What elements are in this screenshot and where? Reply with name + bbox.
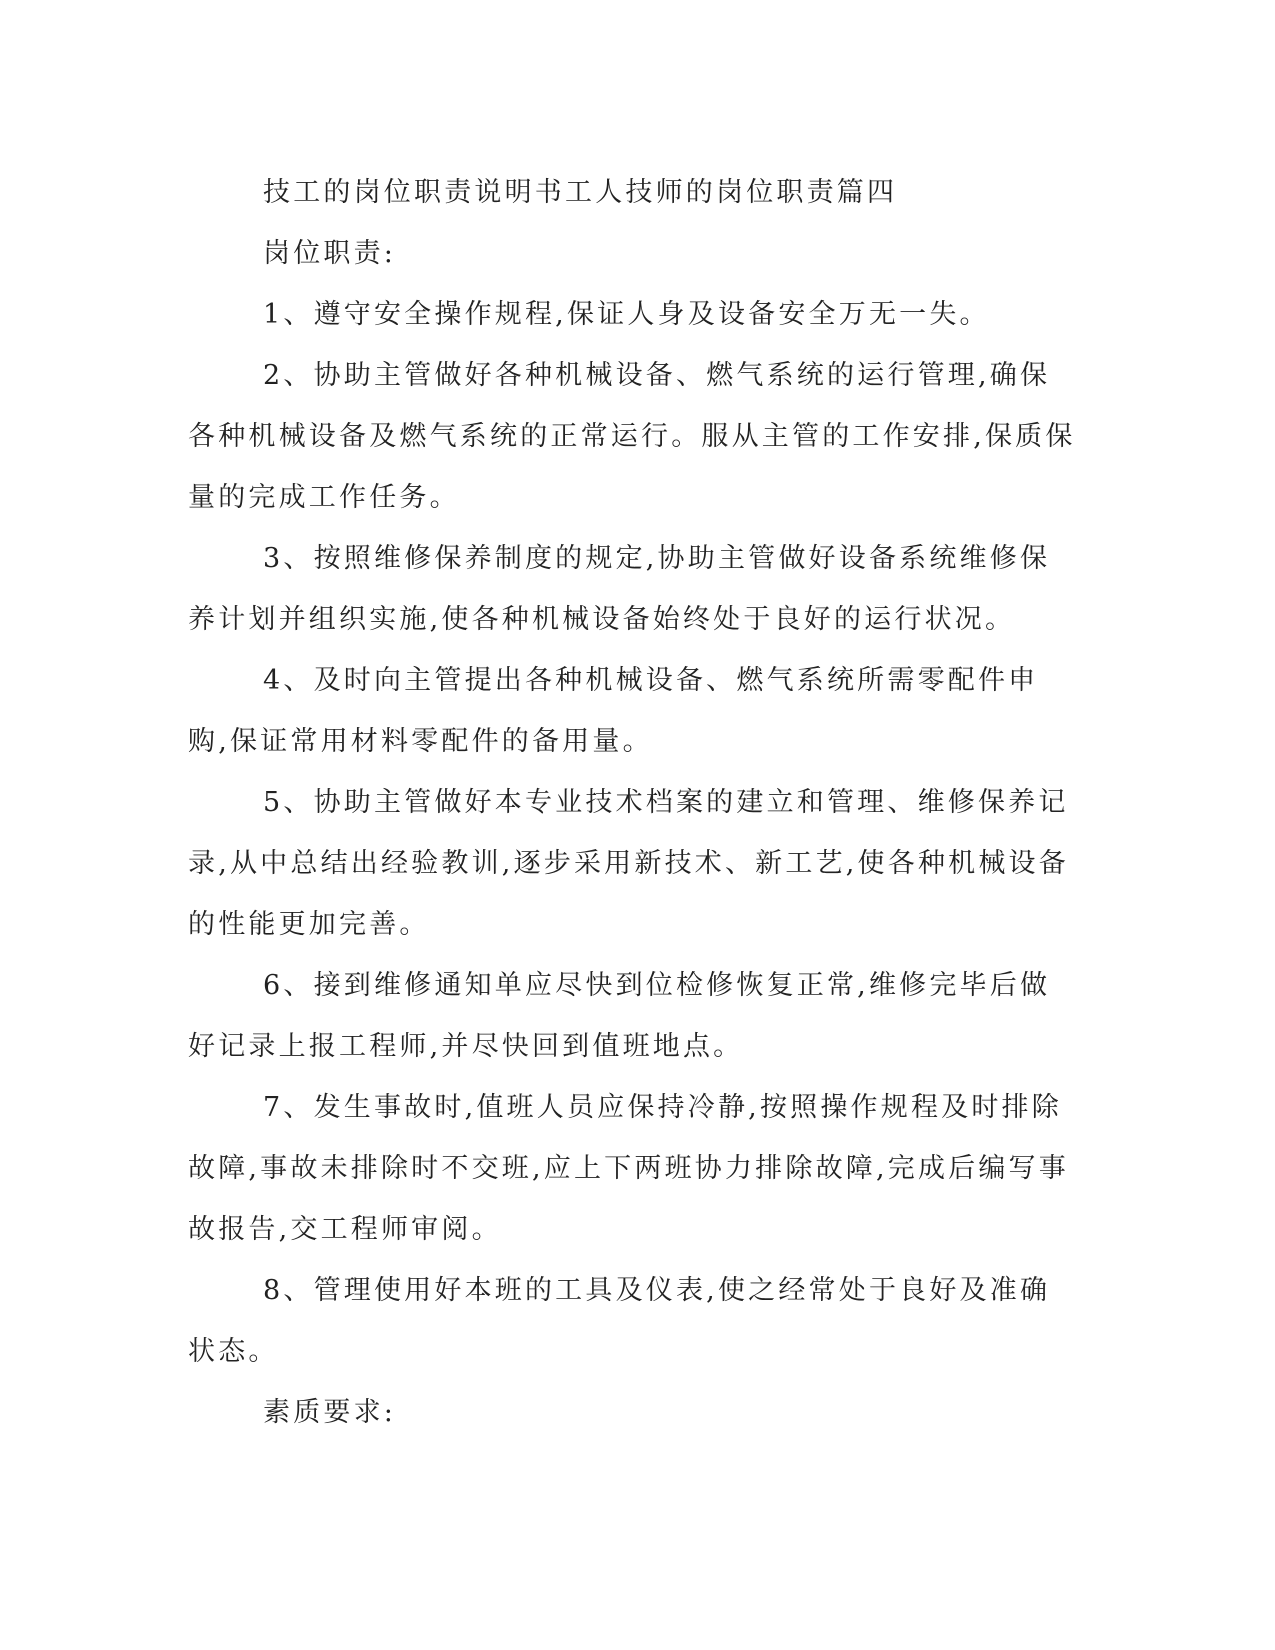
duty-item-1: 1、遵守安全操作规程,保证人身及设备安全万无一失。 (263, 299, 990, 330)
duty-item-8: 8、管理使用好本班的工具及仪表,使之经常处于良好及准确状态。 (188, 1275, 1051, 1367)
duty-item-4: 4、及时向主管提出各种机械设备、燃气系统所需零配件申购,保证常用材料零配件的备用量。 (188, 665, 1039, 757)
duty-item-3: 3、按照维修保养制度的规定,协助主管做好设备系统维修保养计划并组织实施,使各种机械设备始终处于良好的运行状况。 (188, 543, 1051, 635)
duty-item-5: 5、协助主管做好本专业技术档案的建立和管理、维修保养记录,从中总结出经验教训,逐步采用新技术、新工艺,使各种机械设备的性能更加完善。 (188, 787, 1069, 940)
section-heading-duties: 岗位职责: (263, 238, 397, 269)
document-title: 技工的岗位职责说明书工人技师的岗位职责篇四 (263, 177, 898, 208)
section-heading-quality: 素质要求: (263, 1397, 397, 1428)
duty-item-2: 2、协助主管做好各种机械设备、燃气系统的运行管理,确保各种机械设备及燃气系统的正常运行。服从主管的工作安排,保质保量的完成工作任务。 (188, 360, 1076, 513)
duty-item-7: 7、发生事故时,值班人员应保持冷静,按照操作规程及时排除故障,事故未排除时不交班,应上下两班协力排除故障,完成后编写事故报告,交工程师审阅。 (188, 1092, 1069, 1245)
document-body (188, 162, 1078, 1443)
duty-item-6: 6、接到维修通知单应尽快到位检修恢复正常,维修完毕后做好记录上报工程师,并尽快回到值班地点。 (188, 970, 1051, 1062)
